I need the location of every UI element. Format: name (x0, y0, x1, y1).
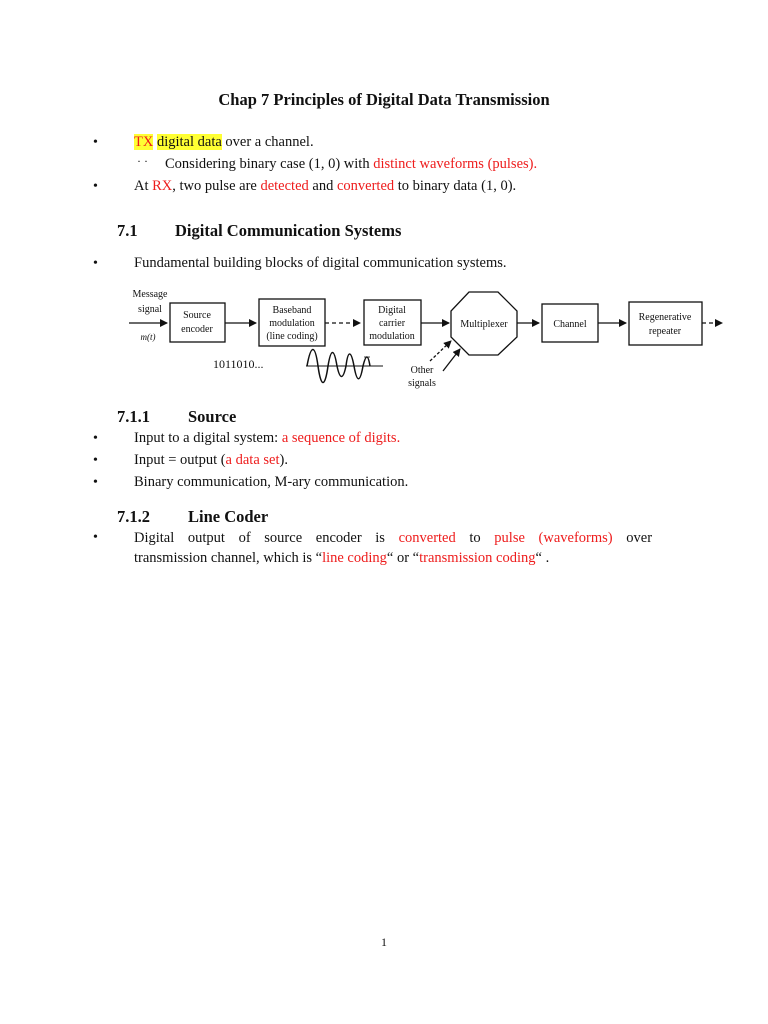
bullet-marker: • (93, 431, 98, 446)
pulse-waveforms-text: pulse (waveforms) (494, 530, 613, 546)
text: to binary data (1, 0). (394, 178, 517, 194)
other-signals-label: signals (408, 378, 436, 389)
text: and (308, 178, 337, 194)
line-coding-text: line coding (322, 550, 387, 566)
text: “ . (535, 550, 550, 566)
message-signal-label: signal (138, 304, 162, 315)
detected-text: detected (260, 178, 309, 194)
bullet-marker: • (93, 475, 98, 490)
source-encoder-box (170, 303, 225, 342)
source-bullet-2 (134, 452, 288, 469)
text: ). (279, 452, 288, 468)
baseband-label: Baseband (272, 305, 312, 316)
text: over (612, 530, 653, 546)
source-bullet-1 (134, 430, 400, 447)
data-set-text: a data set (225, 452, 280, 468)
section-title: Digital Communication Systems (175, 221, 402, 240)
tx-text: TX (134, 134, 154, 150)
message-signal-label: Message (132, 289, 168, 300)
text: “ or “ (386, 550, 420, 566)
bullet-text: over a channel. (221, 134, 314, 150)
m-t-label: m(t) (140, 332, 156, 342)
bullet-marker: • (93, 453, 98, 468)
digital-carrier-label: carrier (378, 318, 406, 329)
page-title: Chap 7 Principles of Digital Data Transmission (218, 90, 550, 109)
other-signal-arrow (443, 349, 460, 371)
text: Digital output of source encoder is (134, 530, 399, 546)
other-signals-label: Other (410, 365, 434, 376)
text: Input = output ( (134, 452, 226, 468)
repeater-label: Regenerative (638, 312, 692, 323)
page-number: 1 (381, 935, 387, 949)
section-title: Source (188, 407, 237, 426)
digital-carrier-label: modulation (369, 331, 415, 342)
rx-text: RX (152, 178, 173, 194)
text: , two pulse are (172, 178, 261, 194)
bullet-marker: • (93, 179, 98, 194)
source-encoder-label: encoder (181, 324, 213, 335)
section-number: 7.1.1 (117, 407, 150, 426)
channel-label: Channel (553, 319, 587, 330)
line-coder-bullet-line-2 (134, 550, 549, 567)
transmission-coding-text: transmission coding (419, 550, 536, 566)
bullet-marker: • (93, 135, 98, 150)
repeater-box (629, 302, 702, 345)
baseband-label: (line coding) (266, 331, 318, 342)
source-encoder-label: Source (183, 310, 211, 321)
repeater-label: repeater (648, 326, 682, 337)
source-bullet-3: Binary communication, M-ary communication. (134, 474, 409, 490)
digital-carrier-label: Digital (378, 305, 406, 316)
multiplexer-label: Multiplexer (460, 319, 508, 330)
bit-sequence-label: 1011010... (213, 357, 264, 371)
line-coder-bullet-line-1 (134, 528, 652, 549)
converted-text: converted (398, 530, 456, 546)
sequence-of-digits-text: a sequence of digits. (281, 430, 401, 446)
text: Input to a digital system: (134, 430, 282, 446)
other-signal-arrow (430, 341, 451, 361)
text: to (455, 530, 495, 546)
block-diagram (0, 0, 768, 400)
text: At (134, 178, 153, 194)
distinct-waveforms-text: distinct waveforms (pulses). (373, 156, 538, 172)
bullet-marker: • (93, 256, 98, 271)
section-title: Line Coder (188, 507, 269, 526)
sub-bullet-marker: · · (137, 154, 148, 168)
sub-bullet-text: Considering binary case (1, 0) with (165, 156, 374, 172)
converted-text: converted (336, 178, 395, 194)
bullet-marker: • (93, 530, 98, 545)
section-number: 7.1.2 (117, 507, 150, 526)
text: transmission channel, which is “ (134, 550, 323, 566)
section-number: 7.1 (117, 221, 138, 240)
baseband-label: modulation (269, 318, 315, 329)
digital-data-text: digital data (156, 134, 222, 150)
section-bullet: Fundamental building blocks of digital communication systems. (134, 255, 507, 271)
